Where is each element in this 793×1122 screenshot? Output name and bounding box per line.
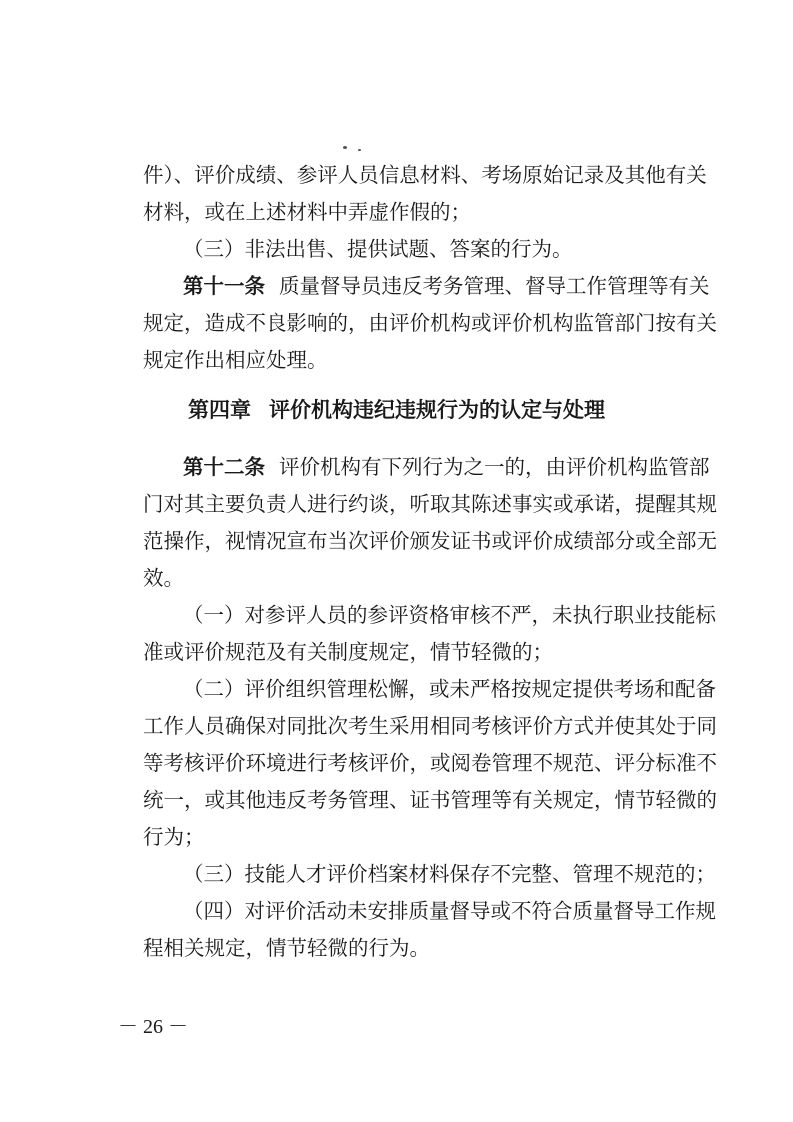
paragraph-line: 材料，或在上述材料中弄虚作假的； (143, 200, 471, 224)
paragraph-line: 规定，造成不良影响的，由评价机构或评价机构监管部门按有关 (143, 311, 717, 335)
list-item-line: （三）非法出售、提供试题、答案的行为。 (183, 237, 573, 261)
list-item-line: 统一，或其他违反考务管理、证书管理等有关规定，情节轻微的 (143, 788, 717, 812)
article-11-text: 质量督导员违反考务管理、督导工作管理等有关 (279, 274, 710, 298)
list-item-line: 程相关规定，情节轻微的行为。 (143, 936, 430, 960)
chapter-title: 评价机构违纪违规行为的认定与处理 (269, 398, 605, 422)
scan-speck (358, 149, 361, 151)
article-12-text: 评价机构有下列行为之一的，由评价机构监管部 (279, 455, 710, 479)
paragraph-line: 规定作出相应处理。 (143, 348, 328, 372)
list-item-line: 等考核评价环境进行考核评价，或阅卷管理不规范、评分标准不 (143, 751, 717, 775)
chapter-heading (0, 395, 793, 425)
paragraph-line: 件）、评价成绩、参评人员信息材料、考场原始记录及其他有关 (143, 163, 707, 187)
list-item-line: （三）技能人才评价档案材料保存不完整、管理不规范的； (183, 862, 716, 886)
page-number: － 26 － (118, 1016, 188, 1038)
list-item-line: （一）对参评人员的参评资格审核不严，未执行职业技能标 (183, 603, 716, 627)
article-11-line (183, 271, 710, 301)
article-12-line (183, 452, 710, 482)
list-item-line: 行为； (143, 825, 205, 849)
list-item-line: （四）对评价活动未安排质量督导或不符合质量督导工作规 (183, 899, 716, 923)
list-item-line: （二）评价组织管理松懈，或未严格按规定提供考场和配备 (183, 677, 716, 701)
chapter-number: 第四章 (188, 398, 251, 422)
article-11-heading: 第十一条 (183, 274, 265, 298)
list-item-line: 工作人员确保对同批次考生采用相同考核评价方式并使其处于同 (143, 714, 717, 738)
list-item-line: 准或评价规范及有关制度规定，情节轻微的； (143, 640, 553, 664)
article-12-heading: 第十二条 (183, 455, 265, 479)
paragraph-line: 范操作，视情况宣布当次评价颁发证书或评价成绩部分或全部无 (143, 529, 717, 553)
paragraph-line: 效。 (143, 566, 184, 590)
scan-speck (343, 146, 347, 149)
paragraph-line: 门对其主要负责人进行约谈，听取其陈述事实或承诺，提醒其规 (143, 492, 717, 516)
